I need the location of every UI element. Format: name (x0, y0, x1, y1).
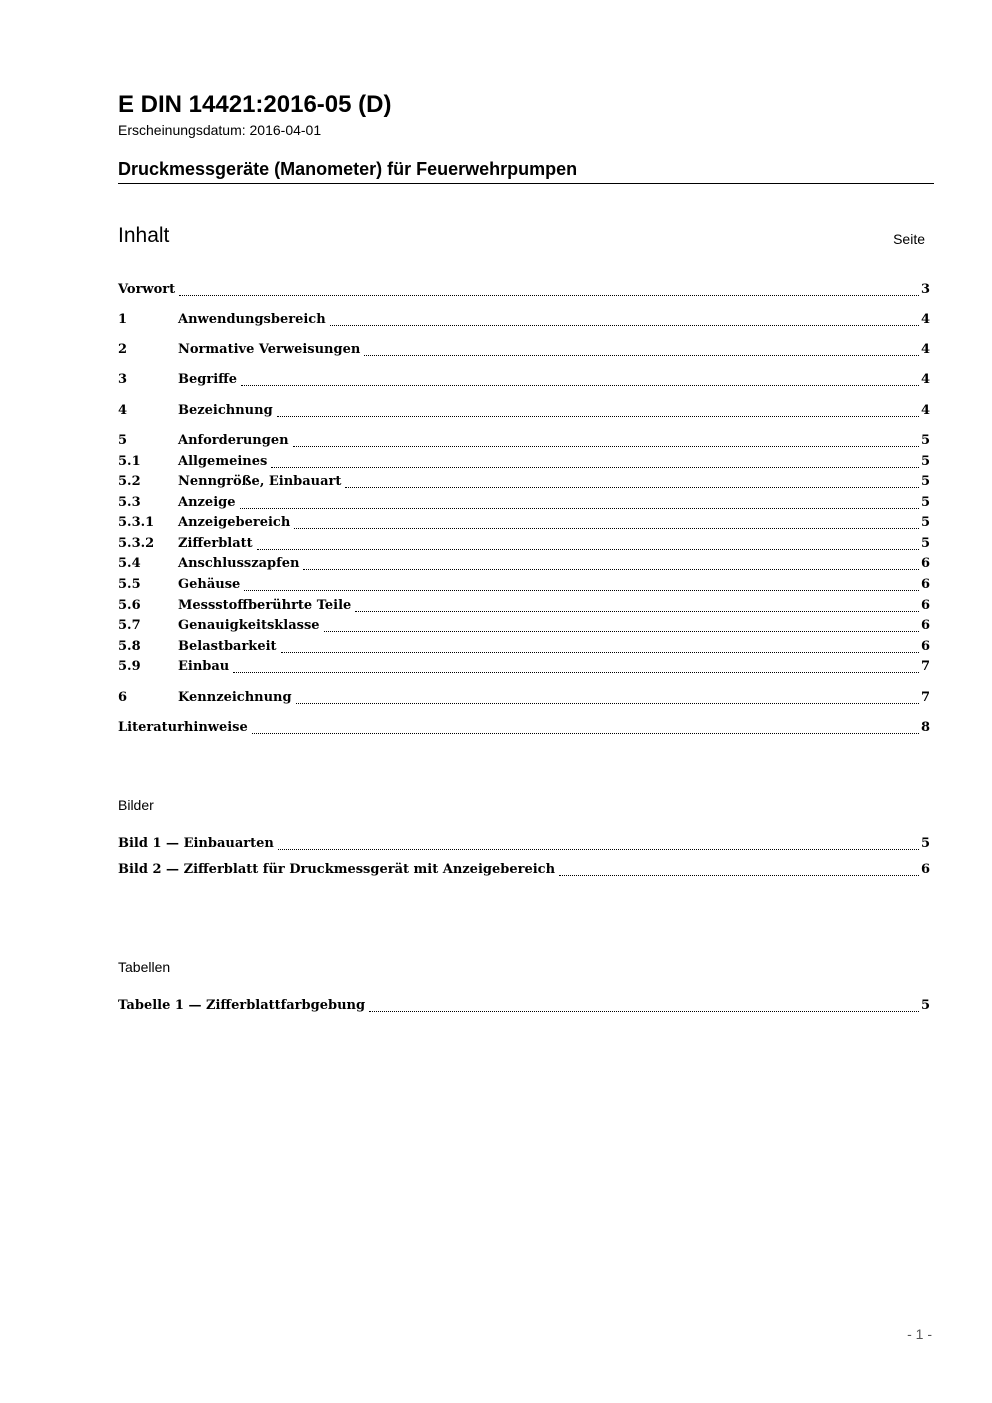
toc-entry-5-2[interactable] (118, 472, 930, 492)
dot-leader (559, 874, 919, 876)
toc-entry-1[interactable] (118, 310, 930, 330)
document-subtitle: Druckmessgeräte (Manometer) für Feuerwehrpumpen (118, 159, 578, 179)
toc-entry-5-8[interactable] (118, 637, 930, 657)
figure-entry-page: 6 (920, 862, 930, 877)
dot-leader (277, 415, 919, 417)
toc-entry-page: 5 (920, 433, 930, 448)
dot-leader (179, 294, 919, 296)
dot-leader (278, 848, 919, 850)
dot-leader (296, 702, 919, 704)
toc-entry-page: 4 (920, 342, 930, 357)
toc-entry-number: 4 (118, 403, 128, 418)
table-entry-1[interactable] (118, 996, 930, 1016)
toc-entry-number: 5 (118, 433, 128, 448)
table-entry-label: Tabelle 1 — Zifferblattfarbgebung (118, 998, 366, 1013)
toc-entry-number: 1 (118, 312, 128, 327)
figure-entry-label: Bild 1 — Einbauarten (118, 836, 274, 851)
toc-entry-label: Gehäuse (178, 577, 241, 592)
toc-entry-page: 4 (920, 372, 930, 387)
toc-entry-5-5[interactable] (118, 575, 930, 595)
toc-entry-6[interactable] (118, 688, 930, 708)
page-number: - 1 - (907, 1326, 932, 1342)
toc-entry-number: 2 (118, 342, 128, 357)
toc-entry-label: Zifferblatt (178, 536, 253, 551)
toc-entry-5-6[interactable] (118, 596, 930, 616)
toc-entry-3[interactable] (118, 370, 930, 390)
toc-entry-number: 5.7 (118, 618, 141, 633)
toc-entry-page: 7 (920, 659, 930, 674)
figure-entry-page: 5 (920, 836, 930, 851)
dot-leader (233, 671, 919, 673)
toc-entry-5-7[interactable] (118, 616, 930, 636)
dot-leader (293, 445, 919, 447)
toc-entry-label: Vorwort (118, 282, 176, 297)
toc-heading: Inhalt (118, 224, 170, 247)
toc-entry-literaturhinweise[interactable] (118, 718, 930, 738)
toc-entry-number: 3 (118, 372, 128, 387)
toc-entry-page: 8 (920, 720, 930, 735)
toc-entry-number: 5.8 (118, 639, 141, 654)
dot-leader (303, 568, 918, 570)
toc-entry-label: Anzeige (178, 495, 236, 510)
toc-entry-label: Messstoffberührte Teile (178, 598, 352, 613)
toc-entry-number: 5.9 (118, 659, 141, 674)
dot-leader (324, 630, 919, 632)
toc-entry-vorwort[interactable] (118, 280, 930, 300)
toc-entry-number: 5.3.2 (118, 536, 155, 551)
dot-leader (364, 354, 919, 356)
dot-leader (244, 589, 919, 591)
toc-entry-page: 6 (920, 598, 930, 613)
toc-entry-label: Anwendungsbereich (178, 312, 326, 327)
table-entry-page: 5 (920, 998, 930, 1013)
figure-entry-2[interactable] (118, 860, 930, 880)
toc-entry-page: 4 (920, 312, 930, 327)
toc-entry-5-4[interactable] (118, 554, 930, 574)
toc-entry-page: 7 (920, 690, 930, 705)
dot-leader (281, 651, 919, 653)
toc-entry-label: Bezeichnung (178, 403, 273, 418)
toc-entry-number: 5.3 (118, 495, 141, 510)
toc-entry-label: Anforderungen (178, 433, 289, 448)
toc-entry-number: 5.2 (118, 474, 141, 489)
toc-entry-label: Einbau (178, 659, 230, 674)
dot-leader (330, 324, 919, 326)
dot-leader (294, 527, 919, 529)
dot-leader (257, 548, 919, 550)
dot-leader (241, 384, 919, 386)
toc-entry-page: 5 (920, 454, 930, 469)
toc-entry-label: Allgemeines (178, 454, 268, 469)
toc-entry-page: 6 (920, 577, 930, 592)
toc-entry-page: 4 (920, 403, 930, 418)
toc-entry-5-1[interactable] (118, 452, 930, 472)
toc-entry-page: 5 (920, 536, 930, 551)
dot-leader (240, 507, 919, 509)
dot-leader (271, 466, 919, 468)
toc-entry-5-3-2[interactable] (118, 534, 930, 554)
toc-entry-page: 6 (920, 618, 930, 633)
toc-entry-4[interactable] (118, 401, 930, 421)
toc-entry-page: 3 (920, 282, 930, 297)
publication-date: Erscheinungsdatum: 2016-04-01 (118, 122, 322, 138)
toc-entry-page: 6 (920, 556, 930, 571)
figure-entry-1[interactable] (118, 834, 930, 854)
toc-entry-5-9[interactable] (118, 657, 930, 677)
toc-entry-label: Belastbarkeit (178, 639, 277, 654)
dot-leader (345, 486, 919, 488)
toc-entry-label: Normative Verweisungen (178, 342, 361, 357)
figure-entry-label: Bild 2 — Zifferblatt für Druckmessgerät mit Anzeigebereich (118, 862, 556, 877)
toc-entry-page: 5 (920, 474, 930, 489)
toc-entry-number: 6 (118, 690, 128, 705)
toc-entry-number: 5.3.1 (118, 515, 155, 530)
toc-entry-number: 5.4 (118, 556, 141, 571)
dot-leader (369, 1010, 919, 1012)
toc-entry-label: Genauigkeitsklasse (178, 618, 320, 633)
toc-entry-page: 6 (920, 639, 930, 654)
toc-entry-page: 5 (920, 495, 930, 510)
toc-entry-2[interactable] (118, 340, 930, 360)
dot-leader (355, 610, 919, 612)
tables-heading: Tabellen (118, 959, 171, 975)
toc-entry-label: Begriffe (178, 372, 238, 387)
title-divider (118, 183, 934, 184)
dot-leader (252, 732, 919, 734)
document-title: E DIN 14421:2016-05 (D) (118, 91, 392, 118)
toc-entry-label: Anschlusszapfen (178, 556, 300, 571)
toc-entry-label: Nenngröße, Einbauart (178, 474, 342, 489)
toc-entry-5[interactable] (118, 431, 930, 451)
page-column-label: Seite (893, 231, 925, 247)
figures-heading: Bilder (118, 797, 154, 813)
toc-entry-label: Anzeigebereich (178, 515, 291, 530)
toc-entry-number: 5.1 (118, 454, 141, 469)
toc-entry-5-3-1[interactable] (118, 513, 930, 533)
toc-entry-label: Literaturhinweise (118, 720, 248, 735)
toc-entry-5-3[interactable] (118, 493, 930, 513)
toc-entry-page: 5 (920, 515, 930, 530)
toc-entry-label: Kennzeichnung (178, 690, 292, 705)
toc-entry-number: 5.5 (118, 577, 141, 592)
toc-entry-number: 5.6 (118, 598, 141, 613)
